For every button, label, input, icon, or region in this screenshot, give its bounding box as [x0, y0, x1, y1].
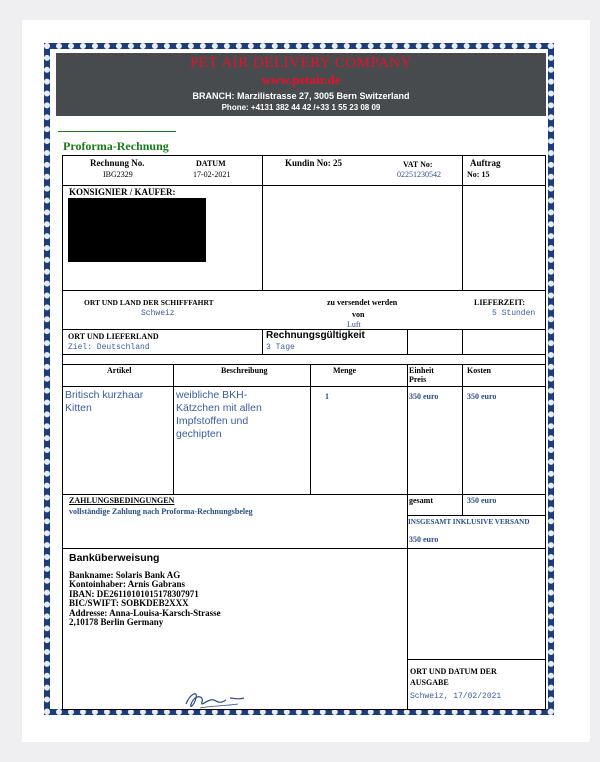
- grid-line: [62, 548, 546, 549]
- vat-label: VAT No:: [403, 160, 433, 169]
- sent-label: zu versendet werden: [327, 298, 398, 307]
- invoice-date: 17-02-2021: [193, 170, 231, 179]
- company-branch: BRANCH: Marzilistrasse 27, 3005 Bern Switzerland: [192, 91, 410, 101]
- from-label: von: [352, 310, 365, 319]
- col-cost: Kosten: [467, 366, 491, 375]
- title-rule: [58, 131, 176, 132]
- bank-line: IBAN: DE26110101015178307971: [69, 588, 199, 599]
- bank-line: BIC/SWIFT: SOBKDEB2XXX: [69, 598, 189, 609]
- grid-line: [62, 155, 63, 710]
- grid-line: [62, 290, 546, 291]
- grid-line: [262, 185, 263, 291]
- invoice-number-label: Rechnung No.: [90, 158, 145, 168]
- grid-line: [545, 155, 546, 710]
- grand-total-value: 350 euro: [409, 535, 439, 544]
- grid-line: [262, 155, 263, 185]
- consignee-label: KONSIGNIER / KAUFER:: [69, 187, 176, 197]
- grid-line: [407, 329, 408, 354]
- grid-line: [462, 329, 463, 354]
- total-value: 350 euro: [467, 496, 497, 505]
- company-header: [56, 53, 546, 116]
- redacted-consignee: [68, 198, 206, 262]
- grid-line: [62, 709, 546, 710]
- item-cost: 350 euro: [467, 392, 497, 401]
- payment-terms: vollständige Zahlung nach Proforma-Rechnungsbeleg: [69, 507, 253, 516]
- grid-line: [173, 364, 174, 494]
- total-label: gesamt: [409, 496, 433, 505]
- issue-place-date: Schweiz, 17/02/2021: [410, 692, 502, 701]
- validity-value: 3 Tage: [266, 343, 295, 352]
- grid-line: [462, 155, 463, 291]
- grid-line: [62, 354, 546, 355]
- document-title: Proforma-Rechnung: [63, 139, 169, 153]
- item-article: Britisch kurzhaar Kitten: [65, 389, 144, 414]
- item-unit-price: 350 euro: [409, 392, 439, 401]
- grid-line: [62, 155, 546, 156]
- issue-place-date-label: ORT UND DATUM DER AUSGABE: [410, 667, 497, 687]
- item-quantity: 1: [325, 392, 329, 401]
- delivery-time: 5 Stunden: [492, 309, 536, 318]
- delivery-time-label: LIEFERZEIT:: [474, 298, 525, 307]
- origin-country: Schweiz: [141, 309, 175, 318]
- bank-details: [69, 571, 221, 627]
- date-label: DATUM: [196, 159, 226, 168]
- col-quantity: Menge: [333, 366, 357, 375]
- vat-number: 02251230542: [397, 170, 441, 179]
- signature-scribble: [180, 684, 250, 714]
- origin-label: ORT UND LAND DER SCHIFFFAHRT: [84, 298, 214, 307]
- col-description: Beschreibung: [221, 366, 268, 375]
- transport-mode: Luft: [347, 320, 361, 329]
- invoice-number: IBG2329: [103, 170, 133, 179]
- bank-title: Banküberweisung: [69, 552, 160, 564]
- bank-line: Addresse: Anna-Louisa-Karsch-Strasse: [69, 607, 221, 618]
- grand-total-label: INSGESAMT INKLUSIVE VERSAND: [408, 518, 530, 526]
- order-number: No: 15: [467, 170, 490, 179]
- customer-number: Kundin No: 25: [285, 158, 343, 168]
- grid-line: [310, 364, 311, 494]
- company-website: www.petair.de: [261, 72, 341, 87]
- grid-line: [407, 515, 546, 516]
- grid-line: [62, 364, 546, 365]
- grid-line: [407, 659, 546, 660]
- grid-line: [62, 185, 546, 186]
- order-label: Auftrag: [470, 158, 501, 168]
- col-article: Artikel: [107, 366, 132, 375]
- bank-line: Bankname: Solaris Bank AG: [69, 570, 181, 580]
- destination: Ziel: Deutschland: [68, 343, 150, 352]
- validity-label: Rechnungsgültigkeit: [266, 330, 365, 341]
- company-name: PET AIR DELIVERY COMPANY: [190, 55, 412, 71]
- destination-label: ORT UND LIEFERLAND: [68, 332, 159, 341]
- col-unit-price: Einheit Preis: [409, 366, 434, 384]
- item-description: weibliche BKH-Kätzchen mit allen Impfstoffen und gechipten: [176, 389, 262, 440]
- grid-line: [62, 494, 546, 495]
- grid-line: [262, 329, 263, 354]
- company-phone: Phone: +4131 382 44 42 /+33 1 55 23 08 09: [221, 103, 381, 112]
- payment-terms-label: ZAHLUNGSBEDINGUNGEN: [69, 496, 175, 505]
- bank-line: Kontoinhaber: Arnis Gabrans: [69, 579, 186, 590]
- bank-line: 2,10178 Berlin Germany: [69, 617, 164, 628]
- grid-line: [62, 386, 546, 387]
